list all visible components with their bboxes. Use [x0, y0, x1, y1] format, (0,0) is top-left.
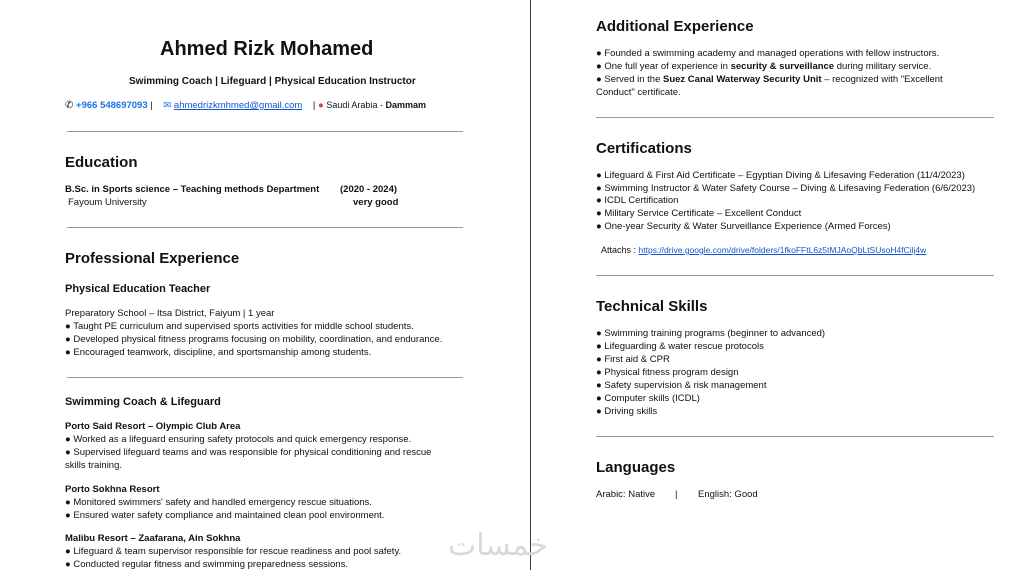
contact-line [65, 100, 426, 111]
education-heading: Education [65, 154, 138, 171]
experience-heading: Professional Experience [65, 250, 240, 267]
list-item: ● Taught PE curriculum and supervised sports activities for middle school students. [65, 321, 414, 332]
pe-teacher-title: Physical Education Teacher [65, 283, 211, 295]
divider [596, 117, 994, 118]
candidate-subtitle: Swimming Coach | Lifeguard | Physical Education Instructor [129, 76, 416, 87]
divider [596, 275, 994, 276]
list-item: ● Lifeguard & First Aid Certificate – Egyptian Diving & Lifesaving Federation (11/4/2023) [596, 170, 965, 181]
divider [67, 227, 463, 228]
email-link[interactable]: ahmedrizkmhmed@gmail.com [173, 100, 303, 111]
divider [67, 377, 463, 378]
separator: | [675, 489, 678, 500]
porto-sokhna-title: Porto Sokhna Resort [65, 484, 160, 495]
list-item: ● One-year Security & Water Surveillance Experience (Armed Forces) [596, 221, 891, 232]
degree: B.Sc. in Sports science – Teaching methods Department [65, 184, 320, 195]
location-country: Saudi Arabia - [326, 100, 386, 110]
malibu-title: Malibu Resort – Zaafarana, Ain Sokhna [65, 533, 241, 544]
candidate-name: Ahmed Rizk Mohamed [160, 38, 374, 60]
list-item: ● Lifeguarding & water rescue protocols [596, 341, 764, 352]
university: Fayoum University [68, 197, 147, 208]
certifications-heading: Certifications [596, 140, 692, 157]
skills-heading: Technical Skills [596, 298, 708, 315]
list-item: ● Military Service Certificate – Excellent Conduct [596, 208, 802, 219]
language-english: English: Good [698, 489, 758, 500]
list-item: ● Lifeguard & team supervisor responsible for rescue readiness and pool safety. [65, 546, 402, 557]
pe-teacher-place: Preparatory School – Itsa District, Faiyum | 1 year [65, 308, 275, 319]
porto-said-title: Porto Said Resort – Olympic Club Area [65, 421, 241, 432]
phone-number[interactable]: +966 548697093 [76, 100, 148, 111]
attachments [601, 244, 926, 257]
list-item: ● ICDL Certification [596, 195, 679, 206]
list-item: ● Developed physical fitness programs focusing on mobility, coordination, and endurance. [65, 334, 443, 345]
separator: | [150, 100, 153, 111]
list-item: ● Driving skills [596, 406, 658, 417]
email-icon: ✉ [163, 100, 172, 111]
watermark-logo: خمسات [448, 529, 549, 562]
attachments-label: Attachs : [601, 245, 639, 255]
location-pin-icon: ● [318, 100, 324, 111]
list-item: ● Served in the Suez Canal Waterway Security Unit – recognized with "Excellent [596, 74, 943, 85]
attachments-link[interactable]: https://drive.google.com/drive/folders/1fkoFFtL6z5tMJAoQbLtSUsoH4fCilj4w [638, 245, 927, 255]
additional-heading: Additional Experience [596, 18, 754, 35]
list-item: ● Monitored swimmers' safety and handled emergency rescue situations. [65, 497, 372, 508]
list-item: ● Supervised lifeguard teams and was responsible for physical conditioning and rescue [65, 447, 432, 458]
list-item: ● First aid & CPR [596, 354, 670, 365]
list-item: ● Swimming training programs (beginner to advanced) [596, 328, 826, 339]
language-arabic: Arabic: Native [596, 489, 656, 500]
list-item: ● Swimming Instructor & Water Safety Course – Diving & Lifesaving Federation (6/6/2023) [596, 183, 976, 194]
degree-years: (2020 - 2024) [340, 184, 398, 195]
list-item: ● Ensured water safety compliance and maintained clean pool environment. [65, 510, 385, 521]
list-item: ● Safety supervision & risk management [596, 380, 767, 391]
list-item: ● Worked as a lifeguard ensuring safety protocols and quick emergency response. [65, 434, 412, 445]
languages-heading: Languages [596, 459, 676, 476]
list-item: ● Physical fitness program design [596, 367, 739, 378]
phone-icon: ✆ [65, 100, 74, 111]
list-item: ● One full year of experience in security & surveillance during military service. [596, 61, 932, 72]
list-item-continuation: Conduct" certificate. [596, 87, 681, 98]
list-item: skills training. [65, 460, 123, 471]
list-item: ● Conducted regular fitness and swimming preparedness sessions. [65, 559, 348, 570]
location-city: Dammam [385, 100, 426, 110]
list-item: ● Computer skills (ICDL) [596, 393, 700, 404]
swim-coach-title: Swimming Coach & Lifeguard [65, 396, 221, 408]
list-item: ● Founded a swimming academy and managed operations with fellow instructors. [596, 48, 940, 59]
divider [596, 436, 994, 437]
grade: very good [353, 197, 399, 208]
separator: | [312, 100, 316, 111]
right-page [532, 0, 1016, 570]
divider [67, 131, 463, 132]
list-item: ● Encouraged teamwork, discipline, and sportsmanship among students. [65, 347, 372, 358]
